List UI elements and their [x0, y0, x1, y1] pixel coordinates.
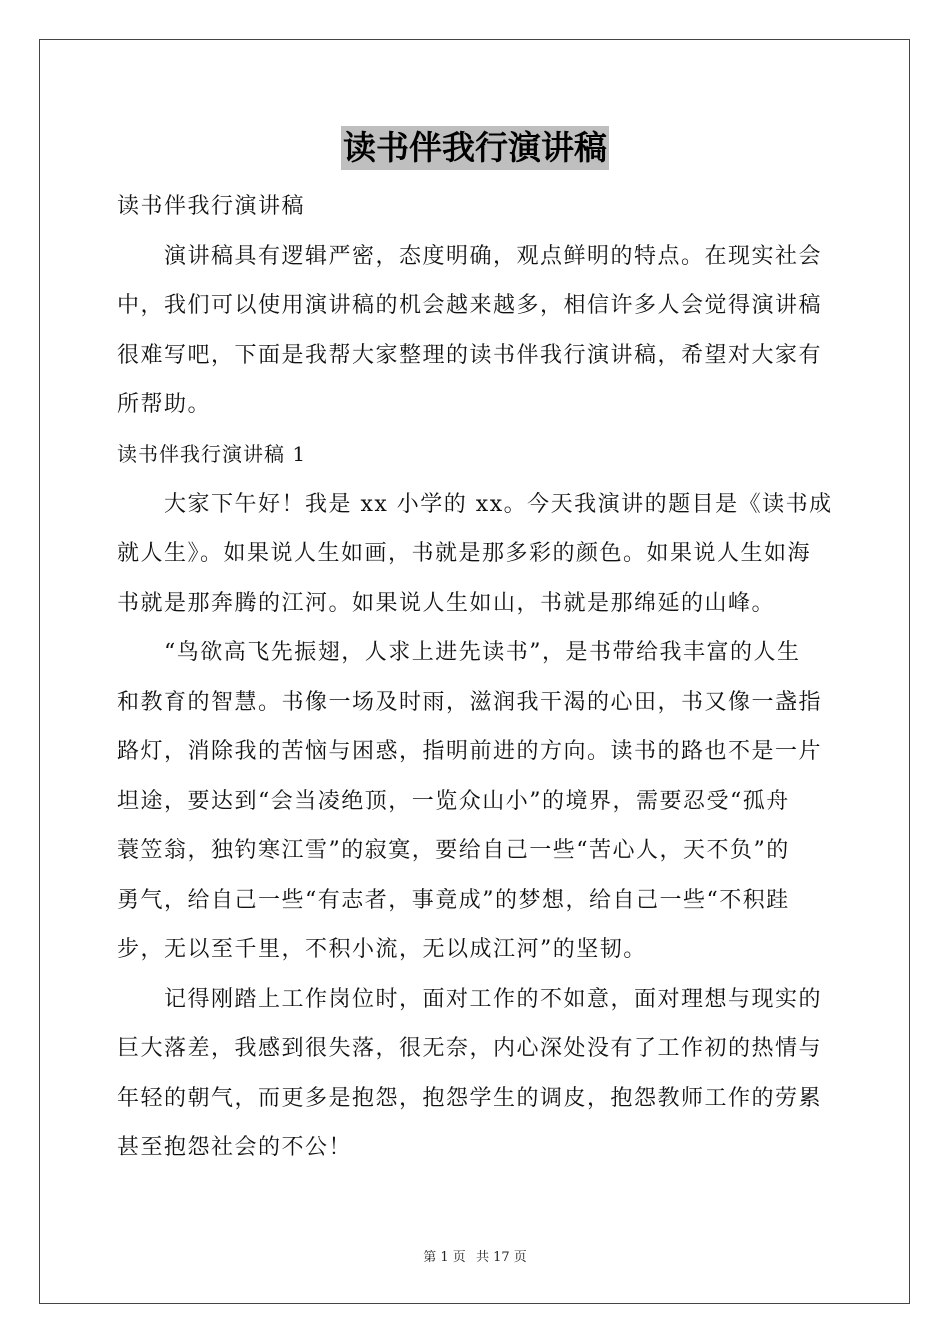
intro-paragraph — [117, 232, 837, 430]
text-line: 年轻的朝气，而更多是抱怨，抱怨学生的调皮，抱怨教师工作的劳累 — [117, 1085, 823, 1111]
text-line: 记得刚踏上工作岗位时，面对工作的不如意，面对理想与现实的 — [117, 986, 823, 1012]
text-line: 甚至抱怨社会的不公！ — [117, 1135, 353, 1160]
page-number: 第 1 页 — [423, 1250, 466, 1265]
text-line: 勇气，给自己一些“有志者，事竟成”的梦想，给自己一些“不积跬 — [117, 887, 790, 913]
paragraph-3 — [117, 975, 837, 1173]
document-body — [117, 182, 837, 1173]
text-line: 书就是那奔腾的江河。如果说人生如山，书就是那绵延的山峰。 — [117, 590, 776, 616]
text-line: 演讲稿具有逻辑严密，态度明确，观点鲜明的特点。在现实社会 — [117, 243, 823, 269]
page-total: 共 17 页 — [475, 1250, 527, 1265]
text-line: 所帮助。 — [117, 392, 212, 417]
text-line: 就人生》。如果说人生如画，书就是那多彩的颜色。如果说人生如海 — [117, 541, 812, 566]
title-area — [0, 126, 950, 170]
paragraph-1 — [117, 480, 837, 629]
paragraph-2 — [117, 628, 837, 975]
document-title: 读书伴我行演讲稿 — [341, 126, 609, 170]
text-line: 和教育的智慧。书像一场及时雨，滋润我干渴的心田，书又像一盏指 — [117, 689, 823, 715]
text-line: “鸟欲高飞先振翅，人求上进先读书”，是书带给我丰富的人生 — [117, 640, 801, 665]
text-line: 巨大落差，我感到很失落，很无奈，内心深处没有了工作初的热情与 — [117, 1036, 823, 1061]
section-heading: 读书伴我行演讲稿 1 — [117, 441, 307, 466]
document-subtitle: 读书伴我行演讲稿 — [117, 194, 306, 219]
text-line: 路灯，消除我的苦恼与困惑，指明前进的方向。读书的路也不是一片 — [117, 739, 823, 764]
page-footer — [0, 1246, 950, 1265]
text-line: 很难写吧，下面是我帮大家整理的读书伴我行演讲稿，希望对大家有 — [117, 342, 823, 368]
text-line: 步，无以至千里，不积小流，无以成江河”的坚韧。 — [117, 937, 647, 962]
text-line: 坦途，要达到“会当凌绝顶，一览众山小”的境界，需要忍受“孤舟 — [117, 788, 790, 814]
text-line: 中，我们可以使用演讲稿的机会越来越多，相信许多人会觉得演讲稿 — [117, 293, 823, 318]
text-line: 大家下午好！我是 xx 小学的 xx。今天我演讲的题目是《读书成 — [117, 491, 833, 517]
text-line: 蓑笠翁，独钓寒江雪”的寂寞，要给自己一些“苦心人，天不负”的 — [117, 838, 790, 863]
